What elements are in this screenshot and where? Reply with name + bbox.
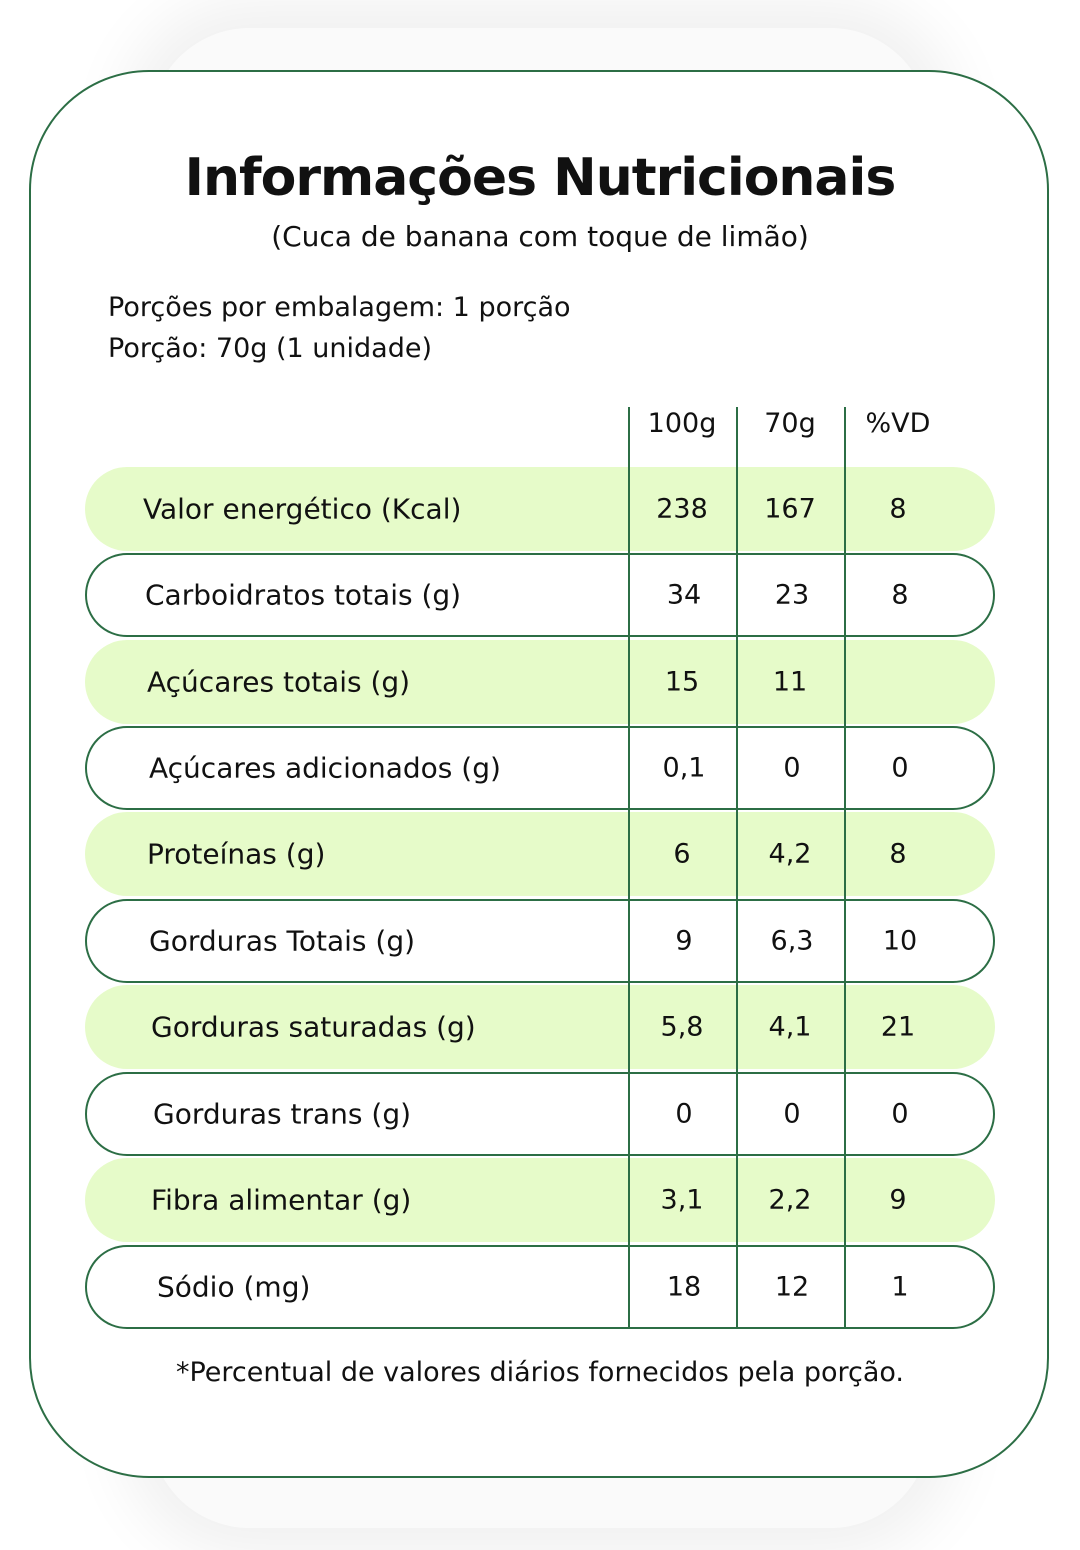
cell-70g: 23 — [774, 579, 810, 611]
nutrient-label: Açúcares adicionados (g) — [149, 751, 501, 785]
cell-100g: 34 — [666, 579, 702, 611]
nutrient-label: Valor energético (Kcal) — [143, 492, 462, 526]
cell-vd: 21 — [880, 1011, 916, 1043]
table-row — [85, 812, 995, 896]
table-row — [85, 640, 995, 724]
cell-vd: 1 — [891, 1271, 909, 1303]
table-row — [85, 899, 995, 983]
nutrient-label: Gorduras Totais (g) — [149, 924, 416, 958]
cell-100g: 18 — [666, 1271, 702, 1303]
cell-vd: 8 — [889, 838, 907, 870]
cell-100g: 238 — [656, 493, 708, 525]
table-row — [85, 726, 995, 810]
cell-70g: 12 — [774, 1271, 810, 1303]
cell-vd: 0 — [891, 752, 909, 784]
column-divider — [736, 407, 738, 1329]
cell-70g: 6,3 — [770, 925, 814, 957]
cell-100g: 0 — [675, 1098, 693, 1130]
servings-per-package: Porções por embalagem: 1 porção — [108, 292, 571, 323]
cell-70g: 11 — [772, 666, 808, 698]
cell-vd: 8 — [889, 493, 907, 525]
nutrient-label: Fibra alimentar (g) — [151, 1183, 412, 1217]
nutrient-label: Açúcares totais (g) — [147, 665, 411, 699]
column-divider — [628, 407, 630, 1329]
nutrient-label: Carboidratos totais (g) — [145, 578, 462, 612]
cell-70g: 0 — [783, 752, 801, 784]
cell-100g: 6 — [673, 838, 691, 870]
table-row — [85, 1158, 995, 1242]
table-row — [85, 1072, 995, 1156]
footnote: *Percentual de valores diários fornecidos pela porção. — [175, 1357, 905, 1388]
cell-100g: 0,1 — [662, 752, 706, 784]
nutrient-label: Proteínas (g) — [147, 837, 326, 871]
cell-70g: 4,2 — [768, 838, 812, 870]
cell-100g: 9 — [675, 925, 693, 957]
table-row — [85, 1245, 995, 1329]
cell-70g: 167 — [764, 493, 816, 525]
column-divider — [844, 407, 846, 1329]
cell-vd: 9 — [889, 1184, 907, 1216]
table-row — [85, 985, 995, 1069]
cell-70g: 4,1 — [768, 1011, 812, 1043]
cell-70g: 0 — [783, 1098, 801, 1130]
cell-70g: 2,2 — [768, 1184, 812, 1216]
cell-vd: 0 — [891, 1098, 909, 1130]
cell-vd: 10 — [882, 925, 918, 957]
cell-vd: 8 — [891, 579, 909, 611]
column-header-vd: %VD — [865, 408, 931, 439]
serving-size: Porção: 70g (1 unidade) — [108, 333, 432, 364]
nutrient-label: Gorduras saturadas (g) — [151, 1010, 476, 1044]
cell-100g: 5,8 — [660, 1011, 704, 1043]
cell-100g: 3,1 — [660, 1184, 704, 1216]
cell-100g: 15 — [664, 666, 700, 698]
column-header-100g: 100g — [647, 408, 717, 439]
product-subtitle: (Cuca de banana com toque de limão) — [271, 220, 809, 253]
nutrient-label: Gorduras trans (g) — [153, 1097, 412, 1131]
table-row — [85, 467, 995, 551]
nutrient-label: Sódio (mg) — [157, 1270, 311, 1304]
table-row — [85, 553, 995, 637]
page-title: Informações Nutricionais — [184, 148, 896, 208]
column-header-70g: 70g — [764, 408, 816, 439]
